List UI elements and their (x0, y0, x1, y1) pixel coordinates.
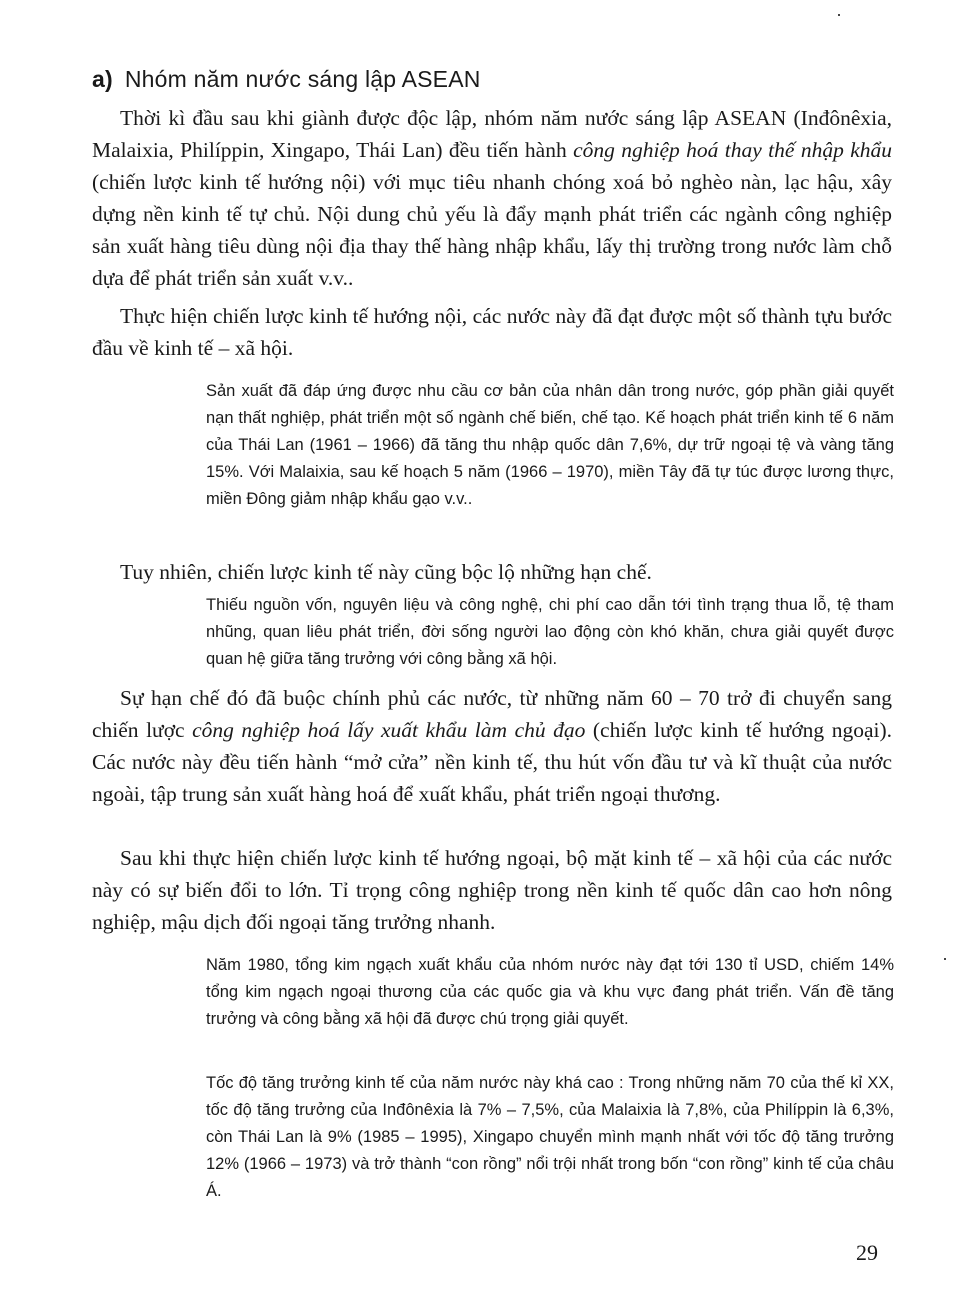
note-4-text: Tốc độ tăng trưởng kinh tế của năm nước này khá cao : Trong những năm 70 của thế kỉ XX, tốc độ tăng trưởng của Inđônêxia là 7% – 7,5%, của Malaixia là 7,8%, của Philíppin là 6,3%, còn Thái Lan là 9% (1985 – 1995), Xingapo chuyển mình mạnh nhất với tốc độ tăng trưởng 12% (1966 – 1973) và trở thành “con rồng” nổi trội nhất trong bốn “con rồng” kinh tế của châu Á. (206, 1074, 894, 1200)
paragraph-2-text: Thực hiện chiến lược kinh tế hướng nội, các nước này đã đạt được một số thành tựu bước đầu về kinh tế – xã hội. (92, 304, 892, 360)
paragraph-4-emphasis: công nghiệp hoá lấy xuất khẩu làm chủ đạo (192, 718, 586, 742)
paragraph-3 (92, 556, 892, 588)
paragraph-1-emphasis: công nghiệp hoá thay thế nhập khẩu (573, 138, 892, 162)
paragraph-3-text: Tuy nhiên, chiến lược kinh tế này cũng bộc lộ những hạn chế. (120, 560, 652, 584)
scan-speck (944, 958, 946, 960)
note-1 (206, 378, 894, 513)
scan-speck (838, 14, 840, 16)
note-4 (206, 1070, 894, 1205)
note-1-text: Sản xuất đã đáp ứng được nhu cầu cơ bản của nhân dân trong nước, góp phần giải quyết nạn thất nghiệp, phát triển một số ngành chế biến, chế tạo. Kế hoạch phát triển kinh tế 6 năm của Thái Lan (1961 – 1966) đã tăng thu nhập quốc dân 7,6%, dự trữ ngoại tệ và vàng tăng 15%. Với Malaixia, sau kế hoạch 5 năm (1966 – 1970), miền Tây đã tự túc được lương thực, miền Đông giảm nhập khẩu gạo v.v.. (206, 382, 894, 508)
note-3 (206, 952, 894, 1033)
paragraph-1-text-a: Thời kì đầu sau khi giành được độc lập, nhóm năm nước sáng lập ASEAN (Inđônêxia, Malaixia, Philíppin, Xingapo, Thái Lan) đều tiến hành (92, 106, 892, 162)
note-2 (206, 592, 894, 673)
note-3-text: Năm 1980, tổng kim ngạch xuất khẩu của nhóm nước này đạt tới 130 tỉ USD, chiếm 14% tổng kim ngạch ngoại thương của các quốc gia và khu vực đang phát triển. Vấn đề tăng trưởng và công bằng xã hội đã được chú trọng giải quyết. (206, 956, 894, 1028)
paragraph-4-text-a: Sự hạn chế đó đã buộc chính phủ các nước, từ những năm 60 – 70 trở đi chuyển sang chiến lược (92, 686, 892, 742)
paragraph-1 (92, 102, 892, 294)
section-marker: a) (92, 66, 113, 92)
section-title: Nhóm năm nước sáng lập ASEAN (124, 66, 481, 92)
paragraph-5-text: Sau khi thực hiện chiến lược kinh tế hướng ngoại, bộ mặt kinh tế – xã hội của các nước này có sự biến đổi to lớn. Tỉ trọng công nghiệp trong nền kinh tế quốc dân cao hơn nông nghiệp, mậu dịch đối ngoại tăng trưởng nhanh. (92, 846, 892, 934)
paragraph-4 (92, 682, 892, 810)
paragraph-4-text-b: (chiến lược kinh tế hướng ngoại). Các nước này đều tiến hành “mở cửa” nền kinh tế, thu hút vốn đầu tư và kĩ thuật của nước ngoài, tập trung sản xuất hàng hoá để xuất khẩu, phát triển ngoại thương. (92, 718, 892, 806)
section-heading (92, 66, 481, 93)
paragraph-2 (92, 300, 892, 364)
paragraph-1-text-b: (chiến lược kinh tế hướng nội) với mục tiêu nhanh chóng xoá bỏ nghèo nàn, lạc hậu, xây dựng nền kinh tế tự chủ. Nội dung chủ yếu là đẩy mạnh phát triển các ngành công nghiệp sản xuất hàng tiêu dùng nội địa thay thế hàng nhập khẩu, lấy thị trường trong nước làm chỗ dựa để phát triển sản xuất v.v.. (92, 170, 892, 290)
note-2-text: Thiếu nguồn vốn, nguyên liệu và công nghệ, chi phí cao dẫn tới tình trạng thua lỗ, tệ tham nhũng, quan liêu phát triển, đời sống người lao động còn khó khăn, chưa giải quyết được quan hệ giữa tăng trưởng với công bằng xã hội. (206, 596, 894, 668)
paragraph-5 (92, 842, 892, 938)
page-number: 29 (856, 1240, 878, 1265)
